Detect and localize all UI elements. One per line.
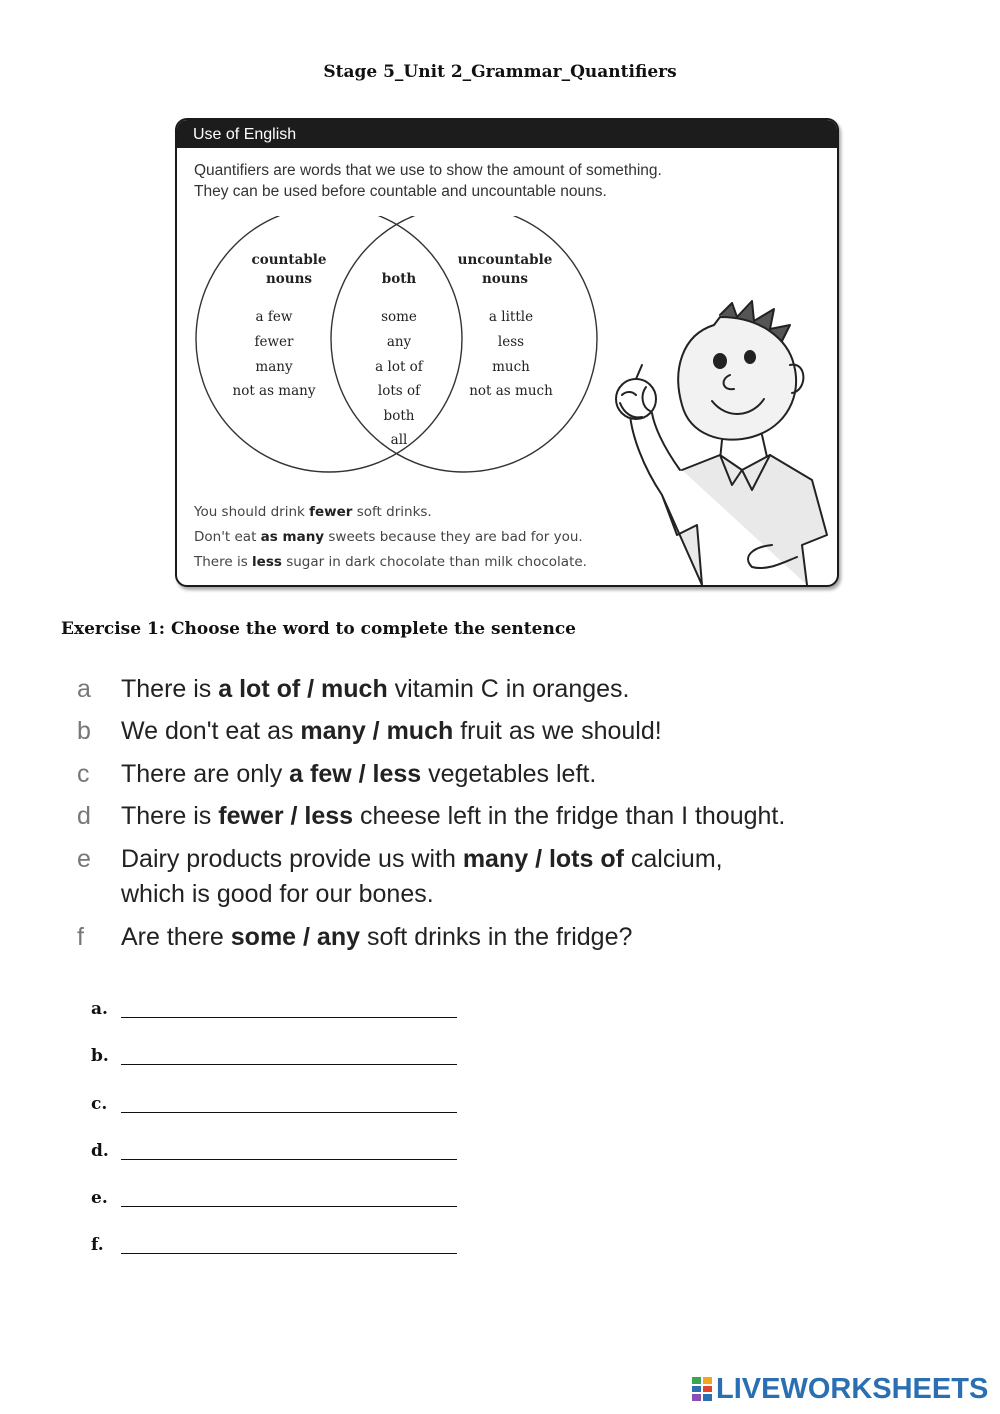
example-sentence: Don't eat as many sweets because they are bad for you. [194, 529, 583, 545]
countable-heading: nouns [265, 271, 313, 287]
answer-row [0, 1042, 500, 1072]
both-heading: both [381, 271, 417, 287]
sentence-letter: c [77, 760, 90, 788]
answer-input[interactable] [121, 1112, 457, 1113]
sentence-letter: f [77, 923, 84, 951]
both-item: some [381, 309, 417, 325]
answer-options: many / much [300, 717, 454, 745]
answer-options: many / lots of [462, 845, 624, 873]
answer-options: some / any [230, 923, 361, 951]
both-item: lots of [377, 383, 421, 399]
sentence-letter: b [77, 717, 91, 745]
uncountable-item: much [492, 359, 530, 375]
answer-row [0, 1137, 500, 1167]
countable-item: many [255, 359, 293, 375]
countable-item: a few [255, 309, 293, 325]
exercise-title: Exercise 1: Choose the word to complete the sentence [61, 619, 576, 639]
answer-input[interactable] [121, 1064, 457, 1065]
answer-label: c. [91, 1094, 108, 1114]
answer-label: e. [91, 1188, 108, 1208]
intro-line-1: Quantifiers are words that we use to show the amount of something. [194, 162, 662, 179]
answer-row [0, 1231, 500, 1261]
brand-name: LIVEWORKSHEETS [716, 1372, 989, 1405]
intro-text [194, 160, 662, 202]
use-of-english-panel [175, 118, 839, 587]
answer-label: a. [91, 999, 108, 1019]
sentence-letter: d [77, 802, 91, 830]
panel-header: Use of English [177, 120, 837, 148]
answer-label: b. [91, 1046, 109, 1066]
both-item: a lot of [375, 359, 423, 375]
answer-row [0, 995, 500, 1025]
venn-diagram [192, 216, 612, 486]
both-item: any [386, 334, 412, 350]
answer-options: fewer / less [218, 802, 354, 830]
uncountable-item: a little [488, 309, 534, 325]
answer-label: d. [91, 1141, 109, 1161]
intro-line-2: They can be used before countable and uncountable nouns. [194, 183, 607, 200]
example-sentences [194, 500, 587, 575]
sentence-letter: a [77, 675, 91, 703]
example-sentence: You should drink fewer soft drinks. [194, 504, 432, 520]
uncountable-item: less [497, 334, 525, 350]
uncountable-heading: uncountable [457, 252, 553, 268]
answer-options: a lot of / much [218, 675, 388, 703]
both-item: all [390, 432, 408, 448]
page-title: Stage 5_Unit 2_Grammar_Quantifiers [323, 62, 677, 82]
boy-with-apple-illustration [602, 295, 837, 585]
liveworksheets-logo-icon [692, 1377, 712, 1401]
countable-item: fewer [254, 334, 294, 350]
answer-input[interactable] [121, 1159, 457, 1160]
answer-input[interactable] [121, 1017, 457, 1018]
countable-circle [196, 216, 462, 472]
uncountable-item: not as much [469, 383, 553, 399]
answer-input[interactable] [121, 1253, 457, 1254]
answer-row [0, 1184, 500, 1214]
countable-heading: countable [251, 252, 327, 268]
sentence-letter: e [77, 845, 91, 873]
answer-row [0, 1090, 500, 1120]
countable-item: not as many [232, 383, 316, 399]
example-sentence: There is less sugar in dark chocolate than milk chocolate. [194, 554, 587, 570]
answer-input[interactable] [121, 1206, 457, 1207]
answer-options: a few / less [289, 760, 422, 788]
answer-label: f. [91, 1235, 104, 1255]
liveworksheets-logo[interactable] [692, 1373, 988, 1405]
both-item: both [383, 408, 415, 424]
uncountable-heading: nouns [481, 271, 529, 287]
